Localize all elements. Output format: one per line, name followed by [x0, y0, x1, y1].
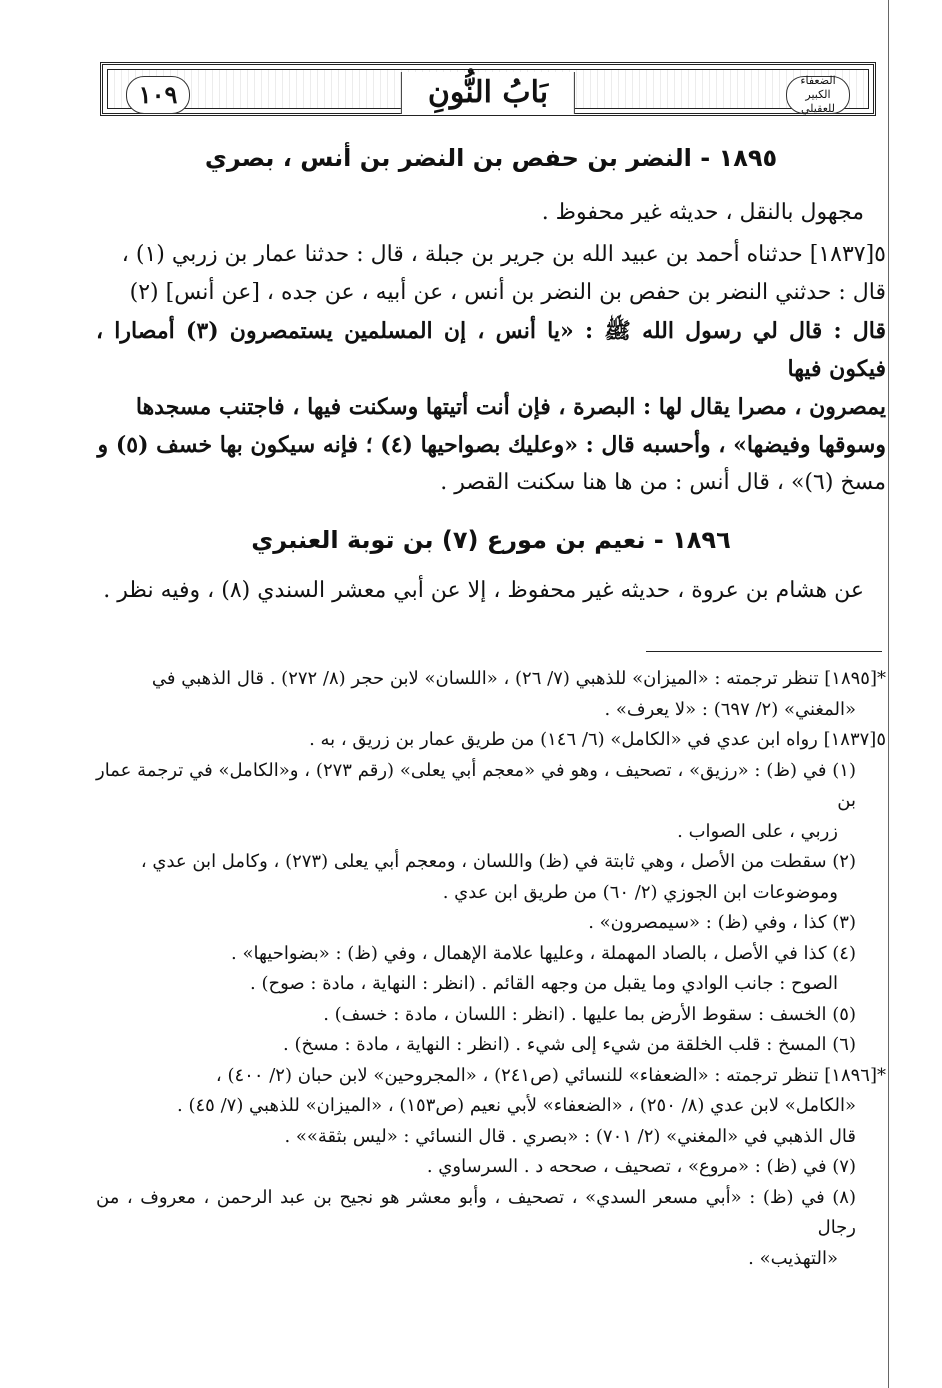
page-header — [100, 62, 876, 116]
page-number: ١٠٩ — [126, 76, 190, 114]
footnote-line: (٢) سقطت من الأصل ، وهي ثابتة في (ظ) واللسان ، ومعجم أبي يعلى (٢٧٣) ، وكامل ابن عدي ، — [140, 851, 856, 872]
footnote-line: الصوح : جانب الوادي وما يقبل من وجهه القائم . (انظر : النهاية ، مادة : صوح) . — [250, 973, 838, 994]
book-emblem — [786, 76, 850, 114]
footnote-line: *[١٨٩٥] تنظر ترجمته : «الميزان» للذهبي (٧/ ٢٦) ، «اللسان» لابن حجر (٨/ ٢٧٢) . قال الذهبي في — [151, 668, 886, 689]
chapter-title: بَابُ النُّونِ — [401, 72, 575, 114]
footnote-line: (٦) المسخ : قلب الخلقة من شيء إلى شيء . (انظر : النهاية ، مادة : مسخ) . — [283, 1034, 856, 1055]
hadith-line: قال : قال لي رسول الله ﷺ : «يا أنس ، إن المسلمين يستمصرون (٣) أمصارا ، فيكون فيها — [96, 318, 886, 382]
footnote-line: (٧) في (ظ) : «مروع» ، تصحيف ، صححه د . السرساوي . — [426, 1156, 856, 1177]
footnote-line: قال الذهبي في «المغني» (٢/ ٧٠١) : «بصري . قال النسائي : «ليس بثقة»» . — [284, 1125, 856, 1147]
footnote-line: وموضوعات ابن الجوزي (٢/ ٦٠) من طريق ابن عدي . — [442, 881, 838, 903]
footnote-line: (٨) في (ظ) : «أبي مسعر السدي» ، تصحيف ، وأبو معشر هو نجيح بن عبد الرحمن ، معروف ، من رجال — [96, 1186, 856, 1238]
hadith-line: مسخ (٦)» ، قال أنس : من ها هنا سكنت القصر . — [440, 470, 886, 495]
book-emblem-text: الضعفاء الكبير للعقيلي — [800, 74, 836, 115]
footnote-line: (١) في (ظ) : «رزيق» ، تصحيف ، وهو في «معجم أبي يعلى» (رقم ٢٧٣) ، و«الكامل» في ترجمة عمار بن — [96, 759, 856, 811]
entry-1896-text: عن هشام بن عروة ، حديثه غير محفوظ ، إلا عن أبي معشر السندي (٨) ، وفيه نظر . — [103, 578, 864, 603]
hadith-line: يمصرون ، مصرا يقال لها : البصرة ، فإن أنت أتيتها وسكنت فيها ، فاجتنب مسجدها — [135, 394, 886, 420]
hadith-line: وسوقها وفيضها» ، وأحسبه قال : «وعليك بصواحيها (٤) ؛ فإنه سيكون بها خسف (٥) و — [97, 432, 886, 458]
hadith-1837 — [96, 236, 886, 502]
footnote-line: (٣) كذا ، وفي (ظ) : «سيمصرون» . — [588, 912, 856, 933]
footnote-line: «التهذيب» . — [748, 1247, 838, 1269]
margin-rule — [888, 0, 889, 1388]
entry-heading-1895: ١٨٩٥ - النضر بن حفص بن النضر بن أنس ، بصري — [204, 144, 778, 172]
footnote-line: *[١٨٩٦] تنظر ترجمته : «الضعفاء» للنسائي (ص٢٤١) ، «المجروحين» لابن حبان (٢/ ٤٠٠) ، — [215, 1064, 886, 1086]
footnote-line: «المغني» (٢/ ٦٩٧) : «لا يعرف» . — [604, 698, 856, 720]
footnote-line: زربي ، على الصواب . — [677, 820, 838, 842]
footnote-line: «الكامل» لابن عدي (٨/ ٢٥٠) ، «الضعفاء» لأبي نعيم (ص١٥٣) ، «الميزان» للذهبي (٧/ ٤٥) . — [177, 1095, 856, 1116]
entry-heading-1896: ١٨٩٦ - نعيم بن مورع (٧) بن توبة العنبري — [251, 526, 731, 554]
main-text — [96, 140, 886, 610]
entry-1895-text: مجهول بالنقل ، حديثه غير محفوظ . — [541, 200, 864, 225]
footnote-line: ٥[١٨٣٧] رواه ابن عدي في «الكامل» (٦/ ١٤٦) من طريق عمار بن زريق ، به . — [309, 729, 886, 750]
footnotes — [96, 664, 886, 1274]
hadith-line: قال : حدثني النضر بن حفص بن النضر بن أنس ، عن أبيه ، عن جده ، [عن أنس] (٢) — [129, 280, 886, 305]
footnote-line: (٤) كذا في الأصل ، بالصاد المهملة ، وعليها علامة الإهمال ، وفي (ظ) : «بضواحيها» . — [231, 942, 856, 964]
header-ornament-band — [107, 69, 869, 115]
footnote-line: (٥) الخسف : سقوط الأرض بما عليها . (انظر : اللسان ، مادة : خسف) . — [323, 1003, 856, 1025]
hadith-line: ٥[١٨٣٧] حدثناه أحمد بن عبيد الله بن جرير بن جبلة ، قال : حدثنا عمار بن زربي (١) ، — [121, 242, 886, 267]
footnote-separator — [646, 651, 882, 652]
